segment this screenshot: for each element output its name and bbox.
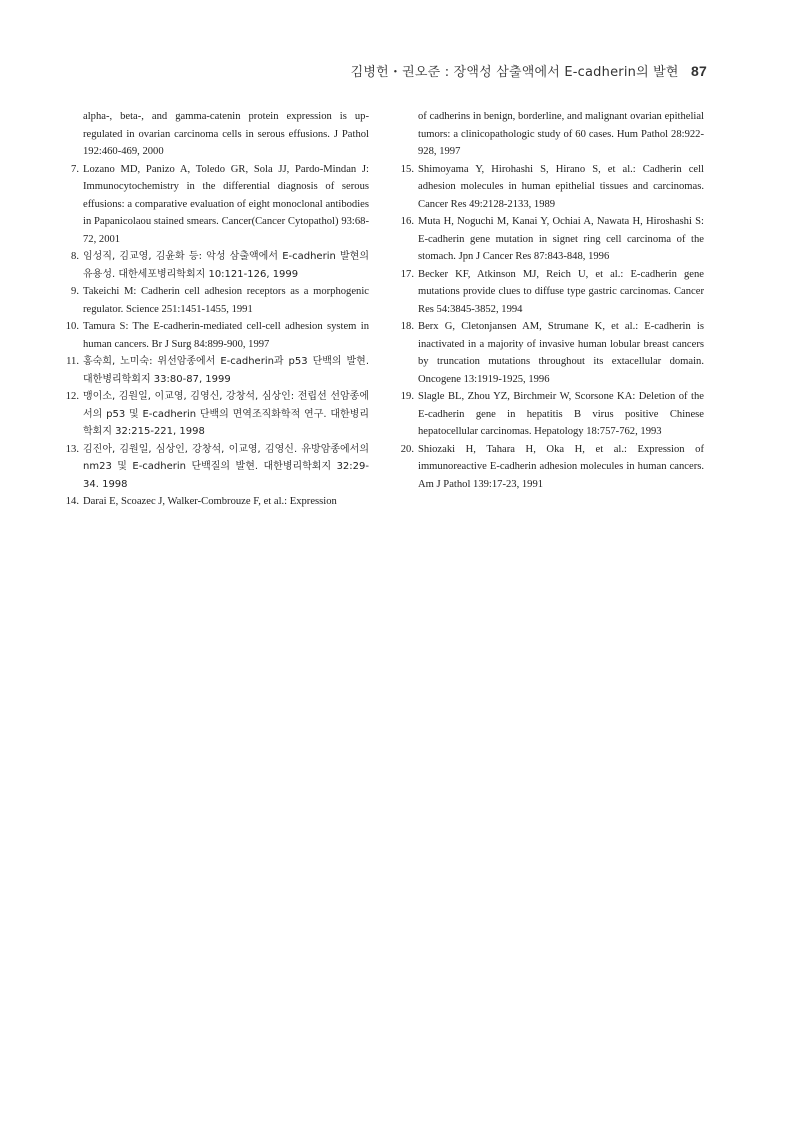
reference-number: 14. [65, 496, 79, 507]
reference-number: 12. [65, 391, 79, 402]
reference-text: 임성직, 김교영, 김윤화 등: 악성 삼출액에서 E-cadherin 발현의 유용성. 대한세포병리학회지 10:121-126, 1999 [83, 251, 369, 280]
page-number: 87 [691, 63, 708, 79]
reference-number: 17. [400, 268, 414, 280]
reference-item [62, 493, 369, 511]
reference-number: 15. [400, 163, 414, 175]
reference-item [62, 353, 369, 388]
reference-item [62, 283, 369, 318]
reference-text: Tamura S: The E-cadherin-mediated cell-cell adhesion system in human cancers. Br J Surg 84:899-900, 1997 [83, 321, 369, 350]
reference-text: Becker KF, Atkinson MJ, Reich U, et al.: E-cadherin gene mutations provide clues to diffuse type gastric carcinomas. Cancer Res 54:3845-3852, 1994 [418, 268, 704, 315]
reference-item [62, 108, 369, 161]
reference-text: Shimoyama Y, Hirohashi S, Hirano S, et al.: Cadherin cell adhesion molecules in human epithelial tissues and carcinomas. Cancer Res 49:2128-2133, 1989 [418, 163, 704, 210]
reference-item [397, 213, 704, 266]
running-header [351, 61, 707, 80]
reference-number: 9. [71, 286, 79, 297]
references-right-column [397, 108, 704, 493]
reference-number: 16. [400, 216, 414, 227]
reference-text: 김진아, 김원일, 심상인, 강창석, 이교영, 김영신. 유방암종에서의 nm23 및 E-cadherin 단백질의 발현. 대한병리학회지 32:29-34. 1998 [83, 443, 369, 490]
reference-text: Takeichi M: Cadherin cell adhesion receptors as a morphogenic regulator. Science 251:1451-1455, 1991 [83, 286, 369, 315]
reference-number: 8. [71, 251, 79, 262]
reference-item [397, 108, 704, 161]
reference-item [397, 266, 704, 319]
reference-item [62, 161, 369, 249]
reference-item [62, 441, 369, 494]
reference-number: 13. [65, 443, 79, 455]
reference-text: alpha-, beta-, and gamma-catenin protein expression is up-regulated in ovarian carcinoma cells in serous effusions. J Pathol 192:460-469, 2000 [83, 111, 369, 157]
reference-text: Berx G, Cletonjansen AM, Strumane K, et al.: E-cadherin is inactivated in a majority of invasive human lobular breast cancers by truncation mutations throughout its extacellular domain. Oncogene 13:1919-1925, 1996 [418, 321, 704, 385]
reference-number: 20. [400, 443, 414, 455]
reference-item [397, 318, 704, 388]
reference-text: Darai E, Scoazec J, Walker-Combrouze F, et al.: Expression [83, 496, 337, 507]
reference-text: Slagle BL, Zhou YZ, Birchmeir W, Scorsone KA: Deletion of the E-cadherin gene in hepatitis B virus positive Chinese hepatocellular carcinomas. Hepatology 18:757-762, 1993 [418, 391, 704, 437]
reference-number: 7. [71, 163, 79, 175]
reference-text: Shiozaki H, Tahara H, Oka H, et al.: Expression of immunoreactive E-cadherin adhesion molecules in human cancers. Am J Pathol 139:17-23, 1991 [418, 443, 704, 490]
reference-number: 19. [400, 391, 414, 402]
running-title: 김병헌・권오준 : 장액성 삼출액에서 E-cadherin의 발현 [350, 65, 679, 80]
reference-number: 18. [400, 321, 414, 332]
references-left-column [62, 108, 369, 511]
reference-item [397, 161, 704, 214]
reference-item [397, 388, 704, 441]
reference-number: 10. [65, 321, 79, 332]
reference-text: of cadherins in benign, borderline, and malignant ovarian epithelial tumors: a clinicopathologic study of 60 cases. Hum Pathol 28:922-928, 1997 [418, 111, 704, 157]
reference-item [397, 441, 704, 494]
reference-item [62, 318, 369, 353]
reference-text: 홍숙희, 노미숙: 위선암종에서 E-cadherin과 p53 단백의 발현. 대한병리학회지 33:80-87, 1999 [83, 356, 369, 385]
reference-text: Lozano MD, Panizo A, Toledo GR, Sola JJ, Pardo-Mindan J: Immunocytochemistry in the differential diagnosis of serous effusions: a comparative evaluation of eight monoclonal antibodies in Papanicolaou stained smears. Cancer(Cancer Cytopathol) 93:68-72, 2001 [83, 163, 369, 245]
reference-item [62, 248, 369, 283]
reference-number: 11. [66, 356, 79, 367]
reference-text: Muta H, Noguchi M, Kanai Y, Ochiai A, Nawata H, Hiroshashi S: E-cadherin gene mutation in signet ring cell carcinoma of the stomach. Jpn J Cancer Res 87:843-848, 1996 [418, 216, 704, 262]
reference-text: 맹이소, 김원일, 이교영, 김영신, 강창석, 심상인: 전립선 선암종에서의 p53 및 E-cadherin 단백의 면역조직화학적 연구. 대한병리학회지 32:215-221, 1998 [83, 391, 369, 437]
reference-item [62, 388, 369, 441]
